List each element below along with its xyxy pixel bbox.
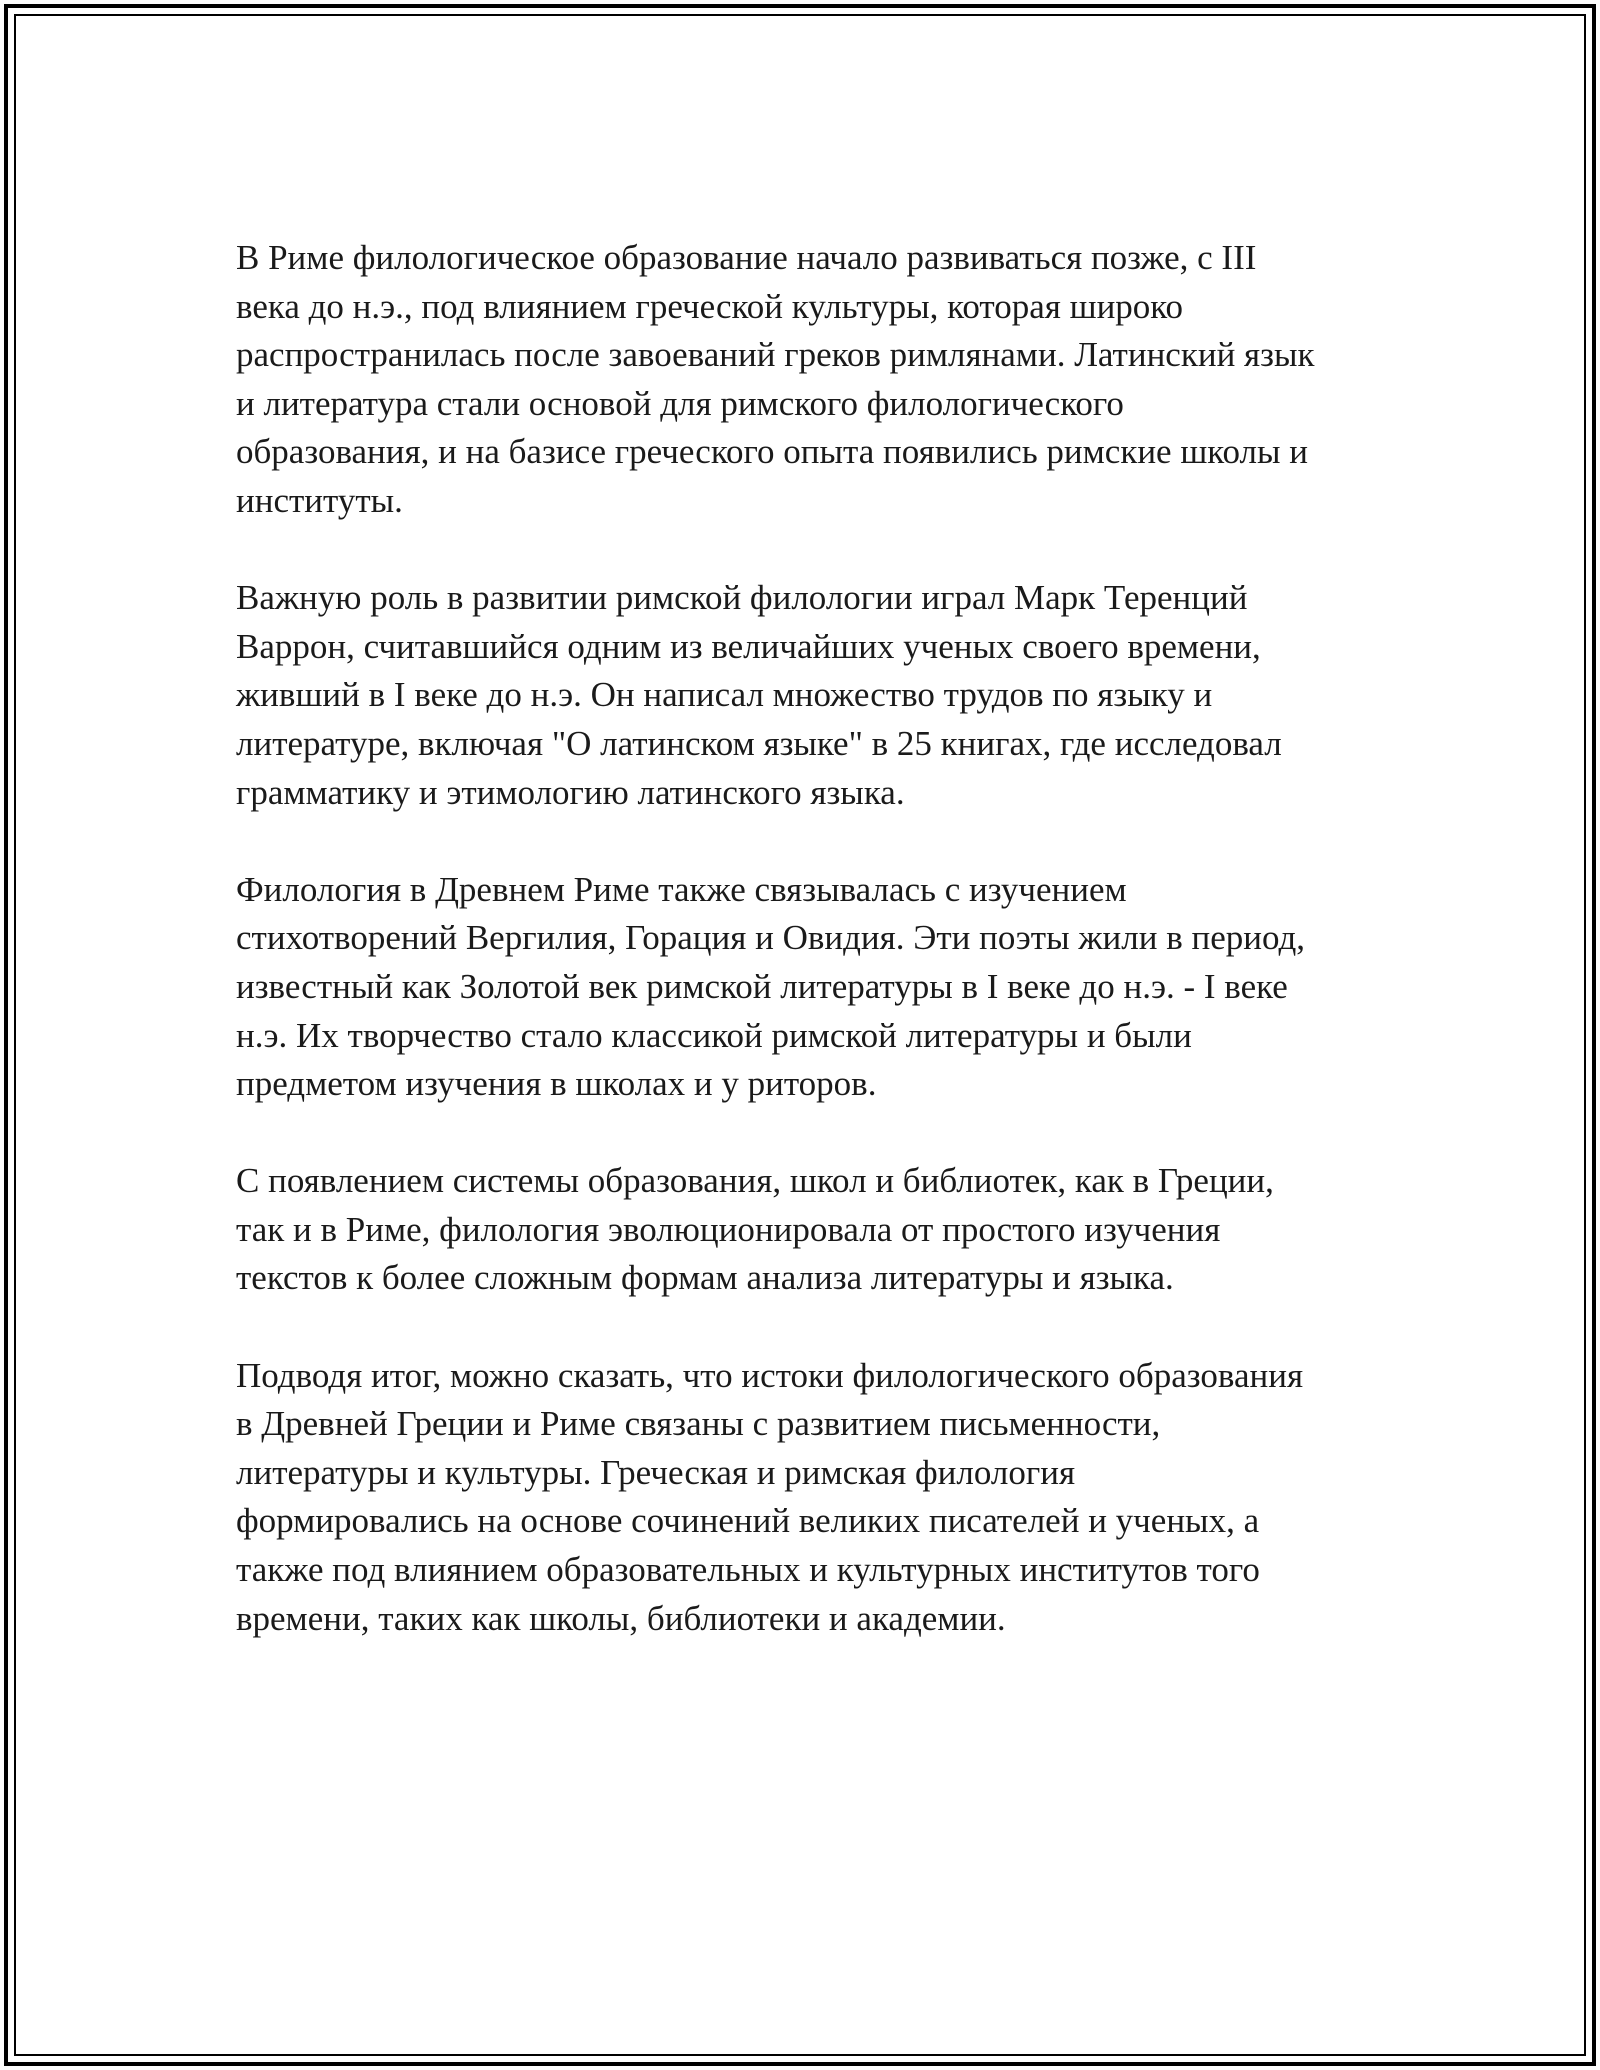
text-line: Важную роль в развитии римской филологии играл Марк Теренций <box>236 578 1248 618</box>
text-line: времени, таких как школы, библиотеки и академии. <box>236 1598 1006 1638</box>
text-line: Варрон, считавшийся одним из величайших ученых своего времени, <box>236 626 1261 666</box>
text-line: грамматику и этимологию латинского языка. <box>236 772 905 812</box>
text-line: литературе, включая "О латинском языке" в 25 книгах, где исследовал <box>236 723 1282 763</box>
text-line: формировались на основе сочинений великих писателей и ученых, а <box>236 1501 1260 1541</box>
paragraph-3 <box>236 866 1376 1109</box>
text-line: Подводя итог, можно сказать, что истоки филологического образования <box>236 1355 1304 1395</box>
text-line: распространилась после завоеваний греков римлянами. Латинский язык <box>236 335 1315 375</box>
text-line: века до н.э., под влиянием греческой культуры, которая широко <box>236 286 1184 326</box>
text-line: живший в I веке до н.э. Он написал множество трудов по языку и <box>236 675 1213 715</box>
text-line: С появлением системы образования, школ и библиотек, как в Греции, <box>236 1161 1274 1201</box>
text-line: В Риме филологическое образование начало развиваться позже, с III <box>236 238 1257 277</box>
text-line: в Древней Греции и Риме связаны с развитием письменности, <box>236 1404 1161 1444</box>
text-line: образования, и на базисе греческого опыта появились римские школы и <box>236 432 1309 472</box>
text-line: известный как Золотой век римской литературы в I веке до н.э. - I веке <box>236 966 1288 1006</box>
text-line: предметом изучения в школах и у риторов. <box>236 1064 877 1104</box>
text-line: и литература стали основой для римского филологического <box>236 383 1124 423</box>
paragraph-1 <box>236 234 1376 526</box>
text-line: стихотворений Вергилия, Горация и Овидия. Эти поэты жили в период, <box>236 918 1306 958</box>
paragraph-4 <box>236 1157 1376 1303</box>
text-line: так и в Риме, филология эволюционировала от простого изучения <box>236 1209 1221 1249</box>
text-line: н.э. Их творчество стало классикой римской литературы и были <box>236 1015 1192 1055</box>
text-line: литературы и культуры. Греческая и римская филология <box>236 1452 1076 1492</box>
text-line: также под влиянием образовательных и культурных институтов того <box>236 1550 1260 1590</box>
paragraph-2 <box>236 574 1376 817</box>
text-line: институты. <box>236 480 403 520</box>
text-line: Филология в Древнем Риме также связывалась с изучением <box>236 869 1127 909</box>
text-line: текстов к более сложным формам анализа литературы и языка. <box>236 1258 1174 1298</box>
document-body <box>236 234 1376 1692</box>
paragraph-5 <box>236 1352 1376 1644</box>
